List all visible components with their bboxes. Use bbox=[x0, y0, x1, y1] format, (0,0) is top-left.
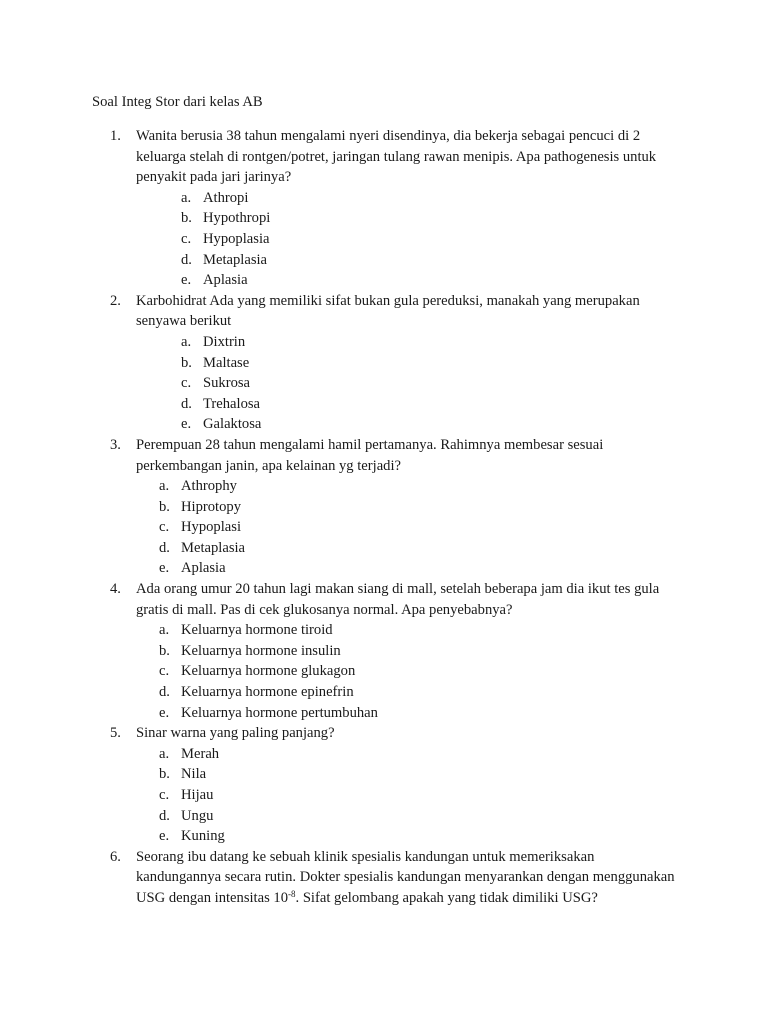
option-text: Merah bbox=[181, 745, 220, 762]
option-text: Athropi bbox=[203, 189, 249, 206]
option-letter: d. bbox=[159, 539, 170, 556]
option-text: Hypoplasi bbox=[181, 519, 241, 536]
option-text: Trehalosa bbox=[203, 395, 261, 412]
option-item bbox=[159, 764, 676, 785]
question-number: 3. bbox=[110, 436, 121, 453]
question-text: Ada orang umur 20 tahun lagi makan siang di mall, setelah beberapa jam dia ikut tes gula gratis di mall. Pas di cek glukosanya normal. Apa penyebabnya? bbox=[136, 581, 660, 618]
option-letter: d. bbox=[159, 684, 170, 701]
option-letter: c. bbox=[159, 787, 170, 803]
option-letter: d. bbox=[159, 807, 170, 824]
option-letter: b. bbox=[181, 354, 192, 371]
option-text: Sukrosa bbox=[203, 375, 251, 392]
option-text: Keluarnya hormone glukagon bbox=[181, 663, 356, 680]
question-number: 5. bbox=[110, 725, 121, 742]
question-number: 4. bbox=[110, 581, 121, 598]
option-text: Keluarnya hormone tiroid bbox=[181, 622, 333, 639]
option-item bbox=[159, 806, 676, 827]
option-item bbox=[181, 414, 676, 435]
question-text: Karbohidrat Ada yang memiliki sifat bukan gula pereduksi, manakah yang merupakan senyawa berikut bbox=[136, 292, 640, 330]
exponent: -8 bbox=[288, 888, 296, 899]
option-text: Kuning bbox=[181, 828, 225, 845]
question-text: Sinar warna yang paling panjang? bbox=[136, 725, 335, 742]
option-text: Hypothropi bbox=[203, 210, 271, 227]
option-letter: b. bbox=[159, 642, 170, 659]
option-list bbox=[181, 332, 676, 435]
option-text: Nila bbox=[181, 766, 207, 783]
option-letter: b. bbox=[181, 210, 192, 227]
document-title: Soal Integ Stor dari kelas AB bbox=[92, 94, 263, 110]
question-text bbox=[136, 847, 676, 909]
option-item bbox=[181, 270, 676, 291]
question-number: 1. bbox=[110, 128, 121, 144]
option-list bbox=[159, 744, 676, 847]
option-item bbox=[159, 517, 676, 538]
option-item bbox=[181, 373, 676, 394]
question-1 bbox=[110, 126, 676, 291]
option-item bbox=[159, 538, 676, 559]
question-list bbox=[110, 126, 676, 909]
question-2 bbox=[110, 291, 676, 435]
question-text: Wanita berusia 38 tahun mengalami nyeri disendinya, dia bekerja sebagai pencuci di 2 keluarga stelah di rontgen/potret, jaringan tulang rawan menipis. Apa pathogenesis untuk penyakit pada jari jarinya? bbox=[136, 128, 657, 186]
option-letter: e. bbox=[159, 704, 170, 721]
option-item bbox=[181, 394, 676, 415]
option-letter: a. bbox=[159, 478, 170, 495]
option-item bbox=[159, 661, 676, 682]
option-text: Hiprotopy bbox=[181, 498, 241, 515]
option-text: Athrophy bbox=[181, 478, 237, 495]
option-text: Galaktosa bbox=[203, 416, 262, 433]
option-item bbox=[181, 250, 676, 271]
option-text: Metaplasia bbox=[181, 539, 246, 556]
question-number: 2. bbox=[110, 292, 121, 309]
option-text: Keluarnya hormone pertumbuhan bbox=[181, 704, 378, 721]
option-letter: a. bbox=[159, 745, 170, 762]
option-item bbox=[159, 641, 676, 662]
option-item bbox=[159, 826, 676, 847]
option-item bbox=[181, 208, 676, 229]
option-item bbox=[159, 620, 676, 641]
option-letter: c. bbox=[159, 519, 170, 536]
option-item bbox=[159, 558, 676, 579]
option-item bbox=[181, 229, 676, 250]
option-letter: c. bbox=[181, 230, 192, 247]
option-letter: e. bbox=[159, 560, 170, 577]
option-text: Hijau bbox=[181, 787, 214, 803]
question-text: Perempuan 28 tahun mengalami hamil pertamanya. Rahimnya membesar sesuai perkembangan janin, apa kelainan yg terjadi? bbox=[136, 436, 604, 474]
option-text: Aplasia bbox=[181, 560, 226, 577]
option-letter: d. bbox=[181, 251, 192, 268]
question-text-part: . Sifat gelombang apakah yang tidak dimiliki USG? bbox=[295, 889, 598, 906]
option-letter: d. bbox=[181, 395, 192, 412]
option-item bbox=[159, 497, 676, 518]
option-item bbox=[181, 188, 676, 209]
option-item bbox=[159, 744, 676, 765]
question-text-part: Seorang ibu datang ke sebuah klinik spesialis kandungan untuk memeriksakan kandungannya secara rutin. Dokter spesialis kandungan menyarankan dengan menggunakan USG dengan intensitas 10 bbox=[136, 848, 675, 906]
option-letter: a. bbox=[181, 333, 192, 350]
option-item bbox=[159, 476, 676, 497]
question-number: 6. bbox=[110, 848, 121, 865]
option-letter: e. bbox=[181, 416, 192, 433]
option-text: Keluarnya hormone epinefrin bbox=[181, 684, 354, 701]
option-item bbox=[181, 353, 676, 374]
option-letter: c. bbox=[181, 375, 192, 392]
option-text: Keluarnya hormone insulin bbox=[181, 642, 341, 659]
question-5 bbox=[110, 723, 676, 847]
option-item bbox=[159, 682, 676, 703]
option-item bbox=[159, 785, 676, 806]
option-letter: b. bbox=[159, 498, 170, 515]
option-text: Metaplasia bbox=[203, 251, 268, 268]
option-letter: b. bbox=[159, 766, 170, 783]
option-text: Aplasia bbox=[203, 272, 248, 289]
option-letter: a. bbox=[181, 189, 192, 206]
question-4 bbox=[110, 579, 676, 723]
option-letter: e. bbox=[181, 272, 192, 289]
option-item bbox=[181, 332, 676, 353]
option-list bbox=[181, 188, 676, 291]
option-item bbox=[159, 703, 676, 724]
option-letter: c. bbox=[159, 663, 170, 680]
question-6 bbox=[110, 847, 676, 909]
question-3 bbox=[110, 435, 676, 579]
option-text: Ungu bbox=[181, 807, 214, 824]
option-text: Maltase bbox=[203, 354, 250, 371]
option-letter: e. bbox=[159, 828, 170, 845]
option-text: Dixtrin bbox=[203, 333, 246, 350]
option-text: Hypoplasia bbox=[203, 230, 270, 247]
option-list bbox=[159, 620, 676, 723]
option-letter: a. bbox=[159, 622, 170, 639]
option-list bbox=[159, 476, 676, 579]
